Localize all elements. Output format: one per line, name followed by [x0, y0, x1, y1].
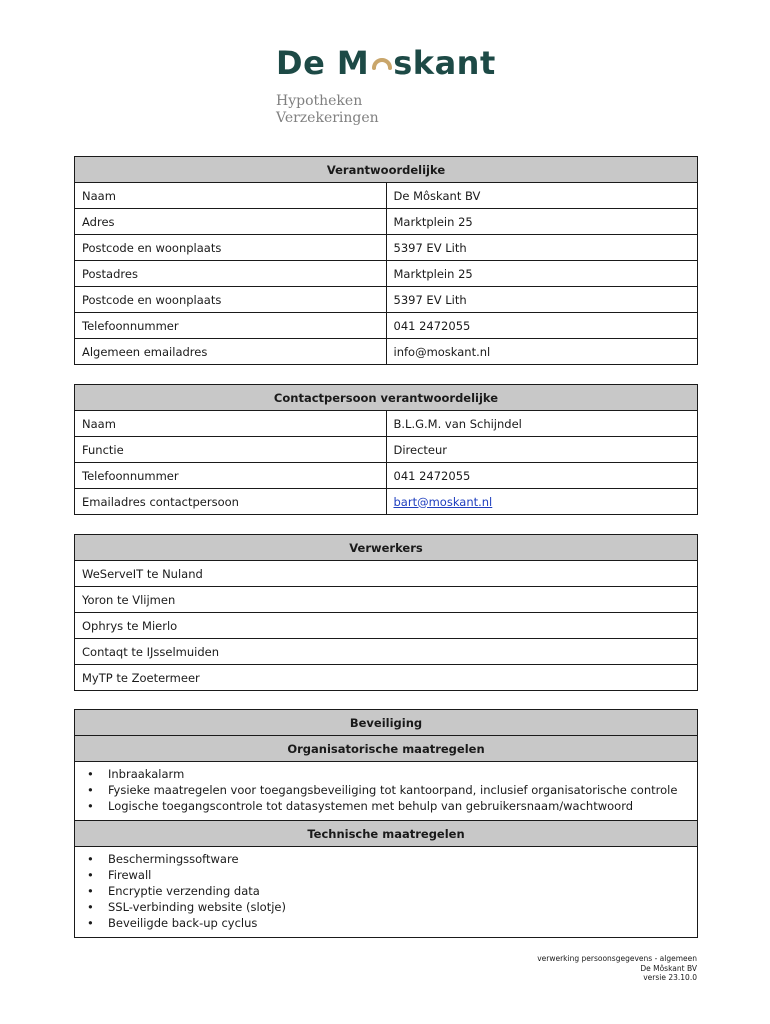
logo-brand-right: skant [393, 44, 496, 82]
table-row [75, 489, 698, 515]
row-value: 041 2472055 [386, 463, 698, 489]
row-label: Telefoonnummer [75, 313, 387, 339]
table-row [75, 639, 698, 665]
verwerker-item: Contaqt te IJsselmuiden [75, 639, 698, 665]
row-value: Marktplein 25 [386, 261, 698, 287]
row-value: Marktplein 25 [386, 209, 698, 235]
row-label: Postcode en woonplaats [75, 235, 387, 261]
list-item: • Logische toegangscontrole tot datasystemen met behulp van gebruikersnaam/wachtwoord [82, 798, 690, 814]
list-item: • Inbraakalarm [82, 766, 690, 782]
footer-line-2: De Môskant BV [640, 963, 697, 973]
verwerkers-header: Verwerkers [75, 535, 698, 561]
contactpersoon-table [74, 384, 698, 515]
row-label: Naam [75, 411, 387, 437]
row-label: Functie [75, 437, 387, 463]
table-row [75, 209, 698, 235]
row-value [386, 489, 698, 515]
verwerker-item: WeServeIT te Nuland [75, 561, 698, 587]
list-item: • Beveiligde back-up cyclus [82, 915, 690, 931]
row-label: Naam [75, 183, 387, 209]
table-row [75, 463, 698, 489]
row-value: Directeur [386, 437, 698, 463]
list-item: • SSL-verbinding website (slotje) [82, 899, 690, 915]
company-logo [276, 44, 506, 134]
logo-tagline-1: Hypotheken [276, 93, 363, 109]
row-value: 5397 EV Lith [386, 287, 698, 313]
logo-brand-left: De M [276, 44, 370, 82]
table-row [75, 261, 698, 287]
table-row [75, 665, 698, 691]
table-row [75, 437, 698, 463]
table-row [75, 313, 698, 339]
verwerkers-table [74, 534, 698, 691]
list-item: • Fysieke maatregelen voor toegangsbeveiliging tot kantoorpand, inclusief organisatorische controle [82, 782, 690, 798]
technisch-list [82, 851, 690, 931]
table-row [75, 613, 698, 639]
row-value: De Môskant BV [386, 183, 698, 209]
verwerker-item: MyTP te Zoetermeer [75, 665, 698, 691]
beveiliging-header: Beveiliging [75, 710, 698, 736]
row-label: Adres [75, 209, 387, 235]
table-row [75, 339, 698, 365]
row-value: info@moskant.nl [386, 339, 698, 365]
row-value: 5397 EV Lith [386, 235, 698, 261]
organisatorisch-header: Organisatorische maatregelen [75, 736, 698, 762]
contactpersoon-header: Contactpersoon verantwoordelijke [75, 385, 698, 411]
contact-email-link[interactable]: bart@moskant.nl [393, 494, 493, 509]
technisch-header: Technische maatregelen [75, 821, 698, 847]
logo-wordmark [276, 44, 496, 82]
table-row [75, 235, 698, 261]
verantwoordelijke-header: Verantwoordelijke [75, 157, 698, 183]
logo-tagline-2: Verzekeringen [276, 110, 379, 126]
page-footer [537, 954, 697, 983]
footer-line-1: verwerking persoonsgegevens - algemeen [537, 954, 697, 963]
row-label: Emailadres contactpersoon [75, 489, 387, 515]
table-row [75, 587, 698, 613]
list-item: • Encryptie verzending data [82, 883, 690, 899]
row-label: Algemeen emailadres [75, 339, 387, 365]
organisatorisch-list [82, 766, 690, 814]
technisch-list-cell [75, 847, 698, 938]
beveiliging-table [74, 709, 698, 938]
row-value: B.L.G.M. van Schijndel [386, 411, 698, 437]
logo-arc-icon [372, 51, 392, 71]
row-value: 041 2472055 [386, 313, 698, 339]
verwerker-item: Ophrys te Mierlo [75, 613, 698, 639]
verantwoordelijke-table [74, 156, 698, 365]
table-row [75, 183, 698, 209]
row-label: Postcode en woonplaats [75, 287, 387, 313]
organisatorisch-list-cell [75, 762, 698, 821]
row-label: Telefoonnummer [75, 463, 387, 489]
row-label: Postadres [75, 261, 387, 287]
list-item: • Beschermingssoftware [82, 851, 690, 867]
list-item: • Firewall [82, 867, 690, 883]
table-row [75, 287, 698, 313]
table-row [75, 561, 698, 587]
logo-tagline [276, 93, 379, 127]
table-row [75, 411, 698, 437]
verwerker-item: Yoron te Vlijmen [75, 587, 698, 613]
footer-line-3: versie 23.10.0 [643, 973, 697, 982]
